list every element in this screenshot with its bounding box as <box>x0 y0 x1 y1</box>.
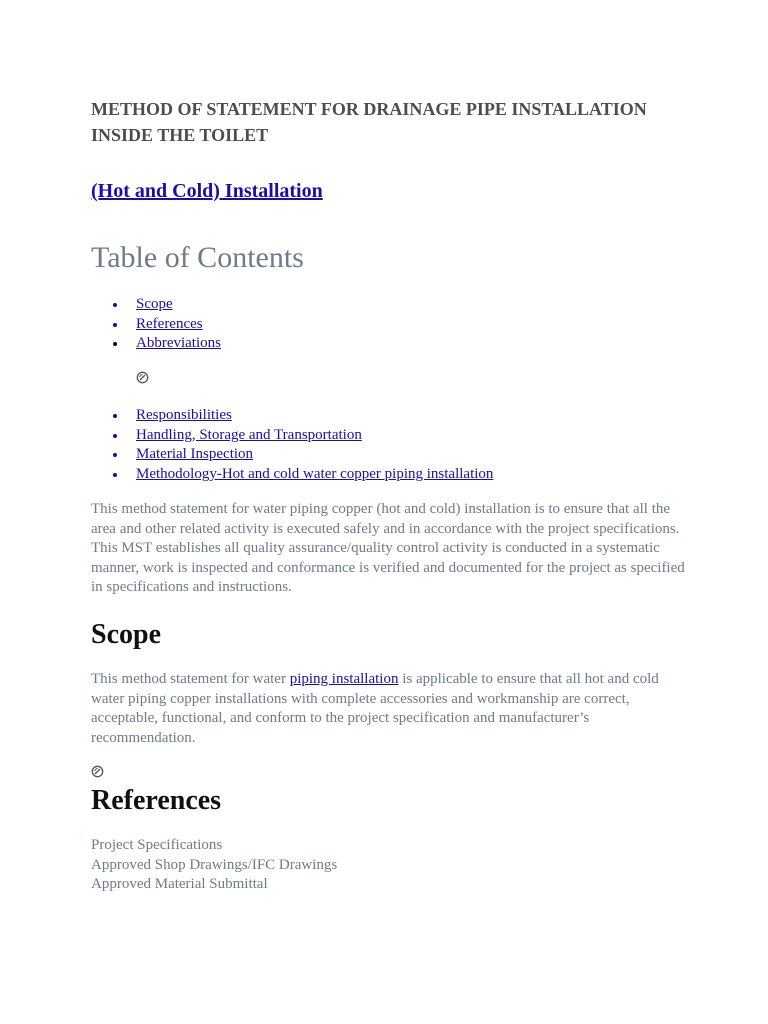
toc-link-methodology[interactable]: Methodology-Hot and cold water copper piping installation <box>136 465 494 482</box>
bullet-icon <box>113 453 117 457</box>
scope-heading: Scope <box>91 619 161 650</box>
scope-paragraph <box>91 670 691 748</box>
bullet-icon <box>113 323 117 327</box>
toc-heading: Table of Contents <box>91 241 304 274</box>
bullet-icon <box>113 303 117 307</box>
toc-link-scope[interactable]: Scope <box>136 296 173 312</box>
toc-link-handling[interactable]: Handling, Storage and Transportation <box>136 426 362 443</box>
document-title: METHOD OF STATEMENT FOR DRAINAGE PIPE INSTALLATION INSIDE THE TOILET <box>91 99 647 145</box>
scope-text-end: is applicable to ensure that all hot and cold water piping copper installations with complete accessories and workmanship are correct, acceptable, functional, and conform to the project specification and manufacturer’s recommendation. <box>91 671 659 746</box>
bullet-icon <box>113 414 117 418</box>
toc-link-material-inspection[interactable]: Material Inspection <box>136 446 254 462</box>
loading-spinner-icon <box>91 765 104 778</box>
intro-paragraph: This method statement for water piping copper (hot and cold) installation is to ensure that all the area and other related activity is executed safely and in accordance with the project specifications. This MST establishes all quality assurance/quality control activity is conducted in a systematic manner, work is inspected and conformance is verified and documented for the project as specified in specifications and instructions. <box>91 501 685 595</box>
toc-item-handling <box>91 426 493 446</box>
toc-list-primary <box>91 295 221 354</box>
loading-spinner-icon <box>136 371 149 384</box>
scope-text-start: This method statement for water <box>91 671 290 687</box>
references-list <box>91 836 337 895</box>
toc-link-responsibilities[interactable]: Responsibilities <box>136 407 232 423</box>
bullet-icon <box>113 342 117 346</box>
toc-list-secondary <box>91 406 493 484</box>
toc-item-abbreviations <box>91 334 221 354</box>
reference-item: Project Specifications <box>91 837 223 853</box>
piping-installation-link[interactable]: piping installation <box>289 671 399 687</box>
bullet-icon <box>113 473 117 477</box>
bullet-icon <box>113 434 117 438</box>
toc-item-methodology <box>91 465 493 485</box>
toc-item-scope <box>91 295 221 315</box>
toc-item-material-inspection <box>91 445 493 465</box>
toc-link-references[interactable]: References <box>136 315 203 332</box>
subtitle-link-container <box>91 178 323 204</box>
hot-and-cold-installation-link[interactable]: (Hot and Cold) Installation <box>91 180 323 202</box>
toc-item-responsibilities <box>91 406 493 426</box>
references-heading: References <box>91 785 222 816</box>
toc-item-references <box>91 315 221 335</box>
reference-item: Approved Shop Drawings/IFC Drawings <box>91 856 338 873</box>
reference-item: Approved Material Submittal <box>91 876 268 892</box>
toc-link-abbreviations[interactable]: Abbreviations <box>136 335 221 351</box>
